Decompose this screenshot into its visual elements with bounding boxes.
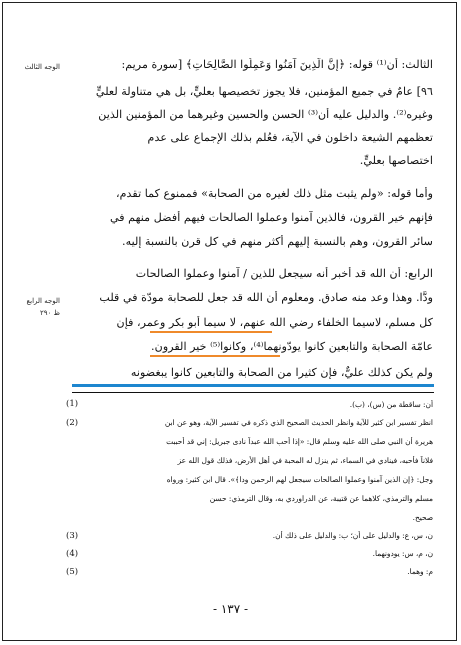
footnote-number: (2) — [66, 418, 79, 428]
page-number: - ١٣٧ - — [212, 602, 249, 616]
body-line: ٩٦] عامٌ في جميع المؤمنين، فلا يجوز تخصيصها بعليٍّ، بل هي متناولة لعليٍّ — [95, 85, 433, 98]
body-line: اختصاصها بعليٍّ. — [359, 154, 433, 167]
footnote-line: انظر تفسير ابن كثير للآية وانظر الحديث الصحيح الذي ذكره في تفسير الآية، وهو عن ابن — [164, 418, 433, 427]
highlight-underline-orange — [150, 355, 280, 357]
body-line: الثالث: أن⁽¹⁾ قوله: ﴿إِنَّ الَّذِينَ آمَنُوا وَعَمِلُوا الصَّالِحَاتِ﴾ [سورة مريم: — [121, 58, 433, 71]
footnote-line: فلاناً فأحبه، فينادي في السماء، ثم ينزل له المحبة في أهل الأرض، فذلك قول الله عز — [177, 456, 433, 465]
body-line: وغيره⁽²⁾. والدليل عليه أن⁽³⁾ الحسن والحسين وغيرهما من المؤمنين الذين — [98, 108, 433, 121]
footnote-separator — [72, 392, 434, 393]
footnote-number: (1) — [66, 399, 79, 409]
footnote-line: ن، م، س: يودونهما. — [372, 549, 433, 558]
footnote-line: م: وهما. — [407, 567, 433, 576]
footnote-number: (4) — [66, 549, 79, 559]
body-line: سائر القرون، وهم بالنسبة إليهم أكثر منهم في كل قرن بالنسبة إليه. — [122, 235, 433, 248]
body-line: عامّة الصحابة والتابعين كانوا يودّونهما⁽⁴⁾، وكانوا⁽⁵⁾ خير القرون. — [151, 340, 433, 353]
margin-note-fourth-aspect: الوجه الرابع — [26, 297, 60, 305]
footnote-number: (5) — [66, 567, 79, 577]
margin-note-folio: ظ ٢٩٠ — [40, 309, 60, 317]
body-line: وأما قوله: «ولم يثبت مثل ذلك لغيره من الصحابة» فممنوع كما تقدم، — [116, 187, 433, 200]
highlight-underline-orange — [150, 331, 272, 333]
body-line: ودًّا. وهذا وعد منه صادق. ومعلوم أن الله قد جعل للصحابة مودّة في قلب — [99, 291, 433, 304]
footnote-line: صحيح. — [412, 513, 433, 522]
footnote-line: مسلم والترمذي، كلاهما عن قتيبة، عن الدراوردي به، وقال الترمذي: حسن — [209, 494, 433, 503]
footnote-line: أن: ساقطة من (س)، (ب). — [349, 400, 433, 409]
body-line: ولم يكن كذلك عليٌّ، فإن كثيرا من الصحابة والتابعين كانوا يبغضونه — [130, 366, 433, 379]
body-line: تعظمهم الشيعة داخلون في الآية، فعُلم بذلك الإجماع على عدم — [147, 131, 433, 144]
footnote-number: (3) — [66, 531, 79, 541]
highlight-underline-blue — [72, 384, 434, 387]
margin-note-third-aspect: الوجه الثالث — [24, 63, 60, 71]
body-line: كل مسلم، لاسيما الخلفاء رضي الله عنهم، لا سيما أبو بكر وعمر، فإن — [116, 316, 433, 329]
body-line: فإنهم خير القرون، فالذين آمنوا وعملوا الصالحات فيهم أفضل منهم في — [109, 211, 433, 224]
footnote-line: ن، س، ع: والدليل على أن؛ ب: والدليل على ذلك أن. — [272, 531, 433, 540]
footnote-line: وجل: ﴿إن الذين آمنوا وعملوا الصالحات سيجعل لهم الرحمن ودا﴾». قال ابن كثير: ورواه — [166, 475, 433, 484]
body-line: الرابع: أن الله قد أخبر أنه سيجعل للذين / آمنوا وعملوا الصالحات — [135, 267, 433, 280]
footnote-line: هريرة أن النبي صلى الله عليه وسلم قال: «إذا أحب الله عبداً نادى جبريل: إني قد أحببت — [166, 437, 433, 446]
